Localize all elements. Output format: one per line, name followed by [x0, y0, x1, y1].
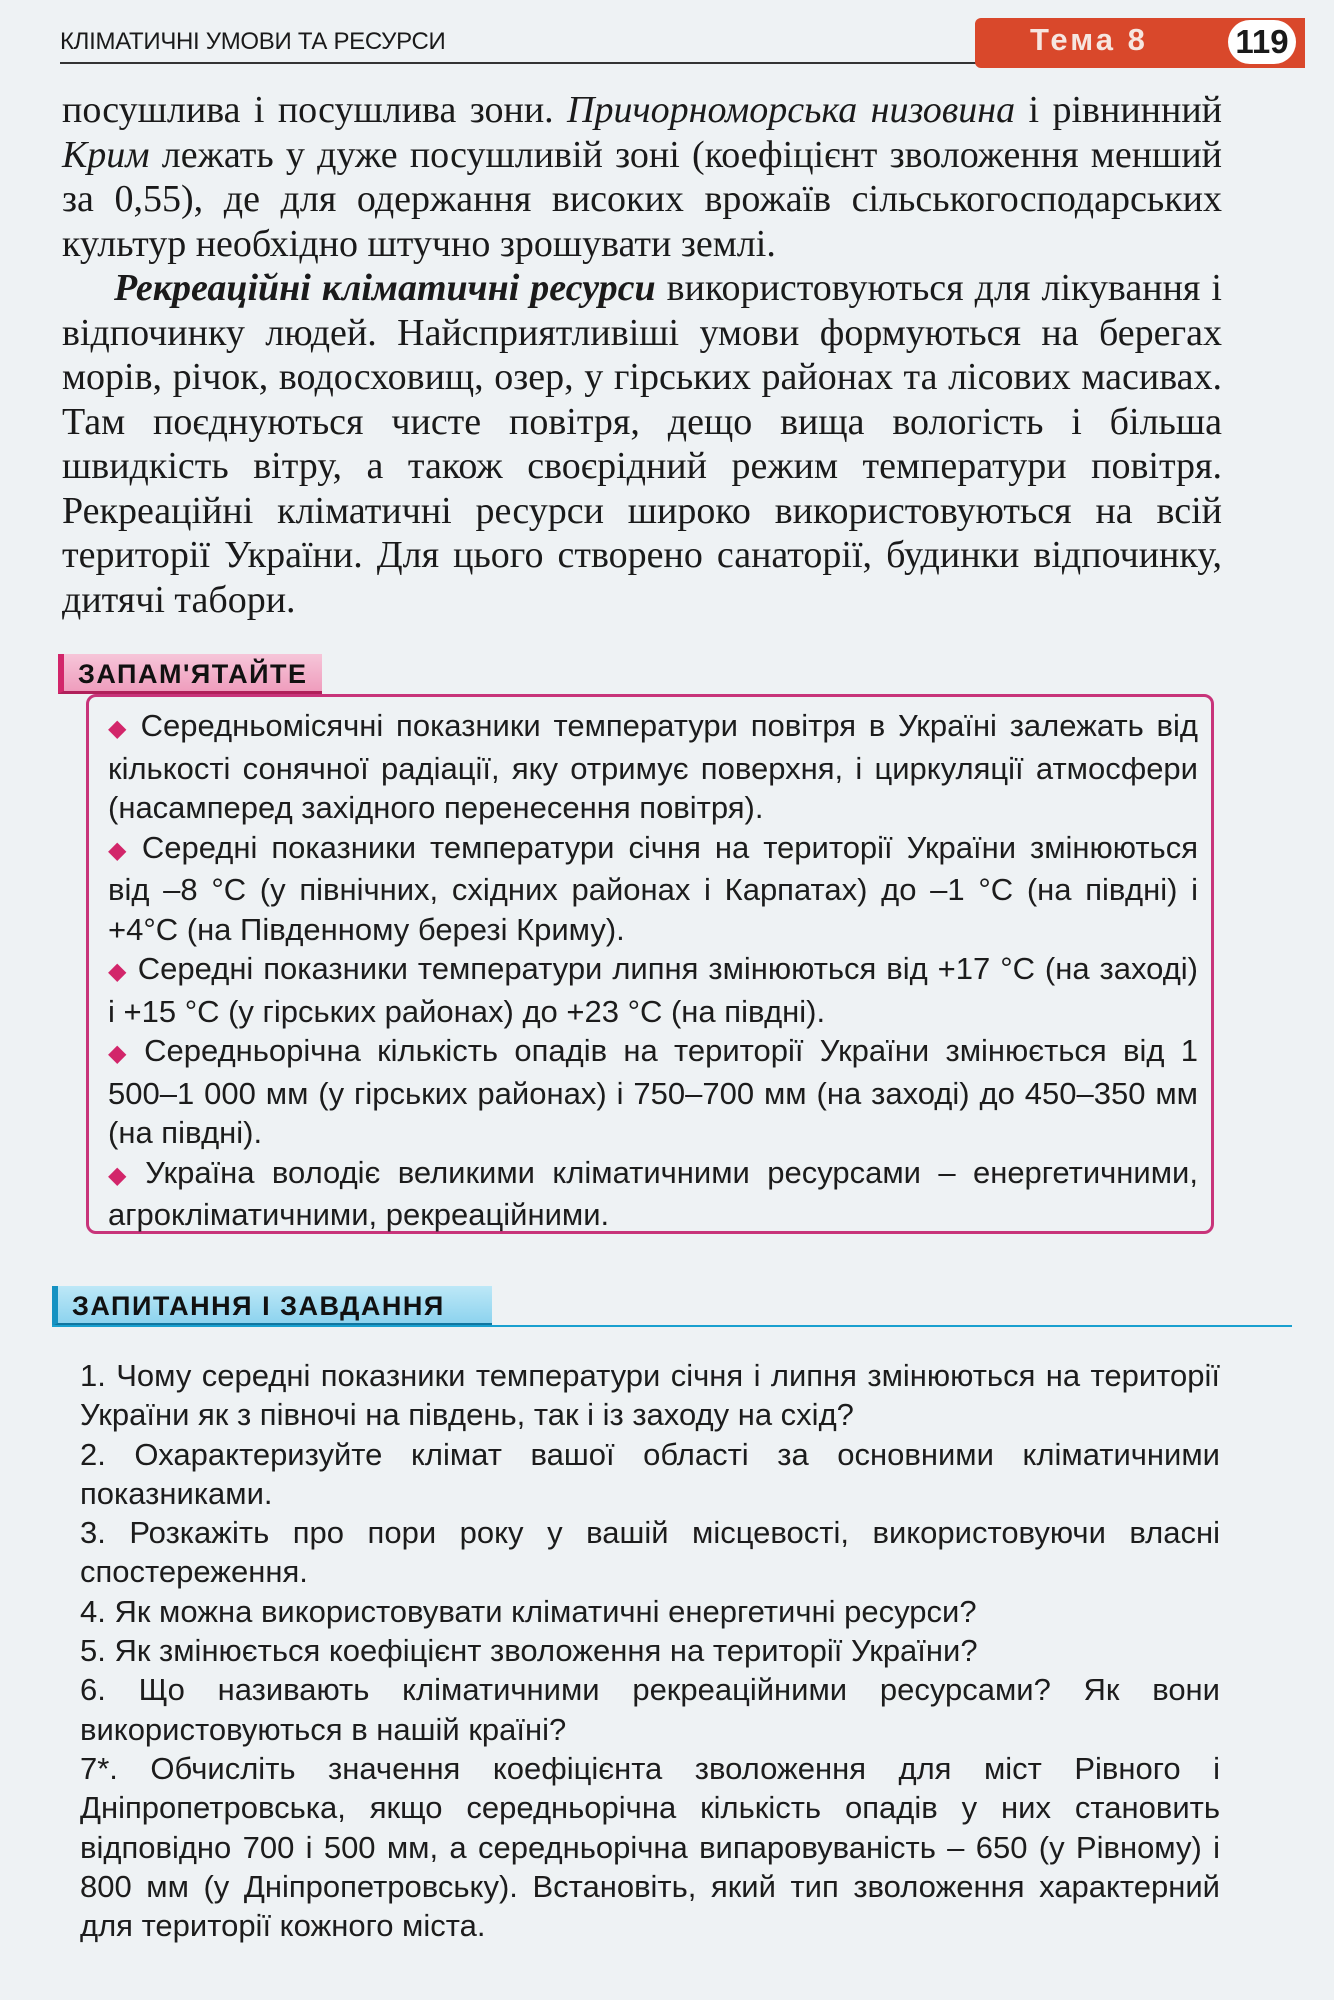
p2-term: Рекреаційні кліматичні ресурси	[114, 267, 656, 309]
remember-item-text: Україна володіє великими кліматичними ресурсами – енергетичними, агрокліматичними, рекреаційними.	[108, 1154, 1198, 1232]
question-item: 5. Як змінюється коефіцієнт зволоження на території України?	[80, 1633, 978, 1669]
remember-item-text: Середні показники температури липня змінюються від +17 °С (на заході) і +15 °С (у гірських районах) до +23 °С (на півдні).	[108, 951, 1198, 1029]
p1-term-crimea: Крим	[62, 133, 150, 176]
remember-list	[108, 706, 1198, 1235]
bullet-icon: ◆	[108, 1040, 135, 1067]
bullet-icon: ◆	[108, 715, 131, 742]
question-item: 2. Охарактеризуйте клімат вашої області за основними кліматичними показниками.	[80, 1436, 1220, 1511]
p1-text-2: і рівнинний	[1015, 89, 1222, 131]
p1-text-1: посушлива і посушлива зони.	[62, 89, 568, 131]
remember-item	[108, 1031, 1198, 1153]
remember-item	[108, 1153, 1198, 1235]
running-head: КЛІМАТИЧНІ УМОВИ ТА РЕСУРСИ	[60, 28, 446, 55]
p1-text-3: лежать у дуже посушливій зоні (коефіцієнт зволоження менший за 0,55), де для одержання високих врожаїв сільськогосподарських культур необхідно штучно зрошувати землі.	[62, 133, 1222, 265]
body-text	[62, 88, 1222, 622]
questions-label: ЗАПИТАННЯ І ЗАВДАННЯ	[52, 1286, 492, 1326]
p1-term-lowland: Причорноморська низовина	[567, 89, 1016, 131]
paragraph-2	[62, 266, 1222, 622]
question-item: 4. Як можна використовувати кліматичні енергетичні ресурси?	[80, 1593, 977, 1629]
remember-item-text: Середньомісячні показники температури повітря в Україні залежать від кількості сонячної радіації, яку отримує поверхня, і циркуляції атмосфери (насамперед західного перенесення повітря).	[108, 708, 1198, 825]
topic-label: Тема 8	[1030, 22, 1148, 57]
remember-item	[108, 706, 1198, 828]
bullet-icon: ◆	[108, 836, 132, 864]
question-item: 3. Розкажіть про пори року у вашій місцевості, використовуючи власні спостереження.	[80, 1515, 1220, 1590]
question-item: 6. Що називають кліматичними рекреаційними ресурсами? Як вони використовуються в нашій країні?	[80, 1672, 1220, 1747]
questions-list	[80, 1356, 1220, 1945]
question-item: 1. Чому середні показники температури січня і липня змінюються на території України як з півночі на південь, так і із заходу на схід?	[80, 1358, 1220, 1433]
remember-item	[108, 949, 1198, 1031]
questions-rule	[52, 1325, 1292, 1327]
p2-text: використовуються для лікування і відпочинку людей. Найсприятливіші умови формуються на берегах морів, річок, водосховищ, озер, у гірських районах та лісових масивах. Там поєднуються чисте повітря, дещо вища вологість і більша швидкість вітру, а також своєрідний режим температури повітря. Рекреаційні кліматичні ресурси широко використовуються на всій території України. Для цього створено санаторії, будинки відпочинку, дитячі табори.	[62, 267, 1222, 621]
remember-label: ЗАПАМ'ЯТАЙТЕ	[58, 654, 322, 694]
question-item: 7*. Обчисліть значення коефіцієнта зволоження для міст Рівного і Дніпропетровська, якщо середньорічна кількість опадів у них становить відповідно 700 і 500 мм, а середньорічна випаровуваність – 650 (у Рівному) і 800 мм (у Дніпропетровську). Встановіть, який тип зволоження характерний для території кожного міста.	[80, 1750, 1220, 1944]
header-rule	[60, 62, 990, 64]
paragraph-1	[62, 88, 1222, 266]
bullet-icon: ◆	[108, 958, 128, 985]
remember-item	[108, 828, 1198, 950]
remember-item-text: Середні показники температури січня на території України змінюються від –8 °С (у північних, східних районах і Карпатах) до –1 °С (на півдні) і +4°С (на Південному березі Криму).	[108, 829, 1198, 947]
page-number: 119	[1228, 20, 1296, 64]
bullet-icon: ◆	[108, 1161, 136, 1189]
remember-item-text: Середньорічна кількість опадів на території України змінюється від 1 500–1 000 мм (у гірських районах) і 750–700 мм (на заході) до 450–350 мм (на півдні).	[108, 1033, 1198, 1150]
